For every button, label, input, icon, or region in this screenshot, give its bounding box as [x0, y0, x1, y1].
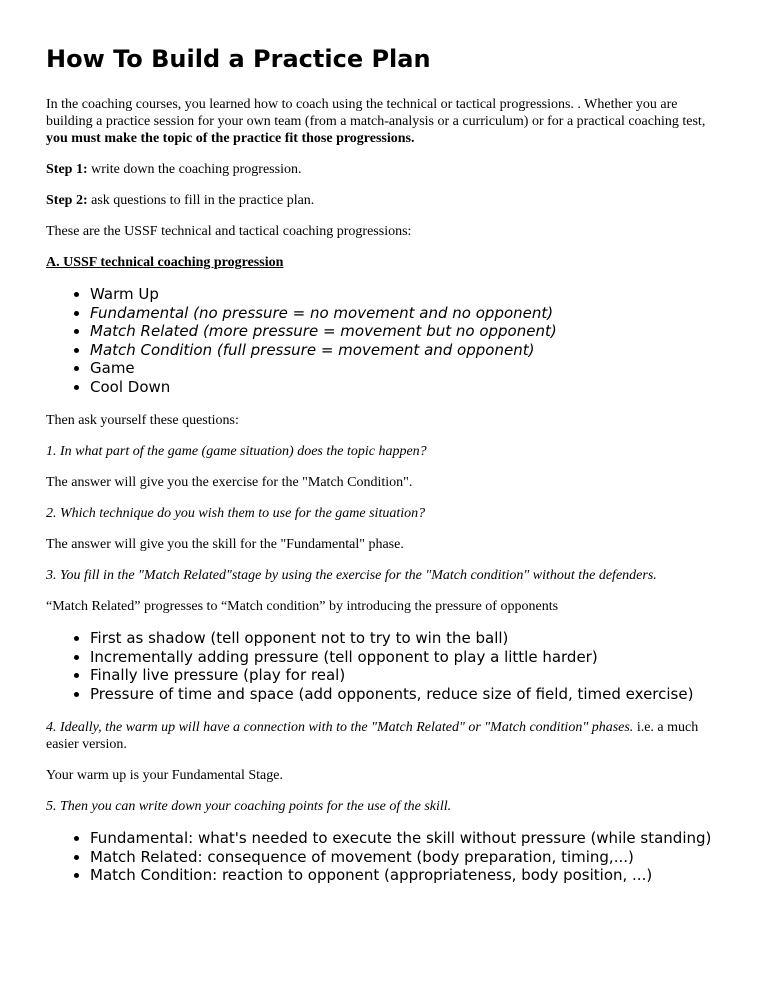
warmup-text: Your warm up is your Fundamental Stage.	[46, 768, 283, 783]
ask-intro: Then ask yourself these questions:	[46, 413, 239, 428]
step-1-text: write down the coaching progression.	[87, 162, 302, 177]
document-page	[46, 44, 726, 901]
intro-paragraph	[46, 96, 726, 147]
section-a-heading: A. USSF technical coaching progression	[46, 255, 284, 270]
question-4	[46, 719, 726, 753]
list-item: • Game	[90, 359, 726, 378]
intro-bold: you must make the topic of the practice fit those progressions.	[46, 131, 415, 146]
question-1: 1. In what part of the game (game situation) does the topic happen?	[46, 444, 427, 459]
progressions-intro: These are the USSF technical and tactical coaching progressions:	[46, 224, 412, 239]
pressure-list	[46, 629, 726, 703]
list-item: • Warm Up	[90, 285, 726, 304]
step-2	[46, 192, 726, 209]
page-title: How To Build a Practice Plan	[46, 45, 431, 73]
list-item: • Match Condition (full pressure = movement and opponent)	[90, 341, 726, 360]
question-3: 3. You fill in the "Match Related"stage by using the exercise for the "Match condition" without the defenders.	[46, 568, 657, 583]
list-item: • First as shadow (tell opponent not to try to win the ball)	[90, 629, 726, 648]
list-item: • Incrementally adding pressure (tell opponent to play a little harder)	[90, 648, 726, 667]
question-4-italic: 4. Ideally, the warm up will have a connection with to the "Match Related" or "Match condition" phases.	[46, 720, 634, 735]
step-2-text: ask questions to fill in the practice plan.	[87, 193, 315, 208]
list-item: • Finally live pressure (play for real)	[90, 666, 726, 685]
list-item: • Match Condition: reaction to opponent (appropriateness, body position, ...)	[90, 866, 726, 885]
step-2-label: Step 2:	[46, 193, 88, 208]
question-2: 2. Which technique do you wish them to use for the game situation?	[46, 506, 426, 521]
step-1-label: Step 1:	[46, 162, 88, 177]
technical-progression-list	[46, 285, 726, 396]
answer-1: The answer will give you the exercise for the "Match Condition".	[46, 475, 413, 490]
intro-text: In the coaching courses, you learned how to coach using the technical or tactical progressions. . Whether you are building a practice session for your own team (from a match-analysis or a curriculum) or for a practical coaching test,	[46, 97, 706, 129]
question-4-normal: i.e. a much easier version.	[46, 720, 699, 752]
list-item: • Match Related: consequence of movement (body preparation, timing,...)	[90, 848, 726, 867]
list-item: • Fundamental (no pressure = no movement and no opponent)	[90, 304, 726, 323]
list-item: • Pressure of time and space (add opponents, reduce size of field, timed exercise)	[90, 685, 726, 704]
coaching-points-list	[46, 829, 726, 885]
list-item: • Match Related (more pressure = movement but no opponent)	[90, 322, 726, 341]
list-item: • Fundamental: what's needed to execute the skill without pressure (while standing)	[90, 829, 726, 848]
step-1	[46, 161, 726, 178]
answer-2: The answer will give you the skill for the "Fundamental" phase.	[46, 537, 404, 552]
list-item: • Cool Down	[90, 378, 726, 397]
question-5: 5. Then you can write down your coaching points for the use of the skill.	[46, 799, 452, 814]
progress-text: “Match Related” progresses to “Match condition” by introducing the pressure of opponents	[46, 599, 559, 614]
